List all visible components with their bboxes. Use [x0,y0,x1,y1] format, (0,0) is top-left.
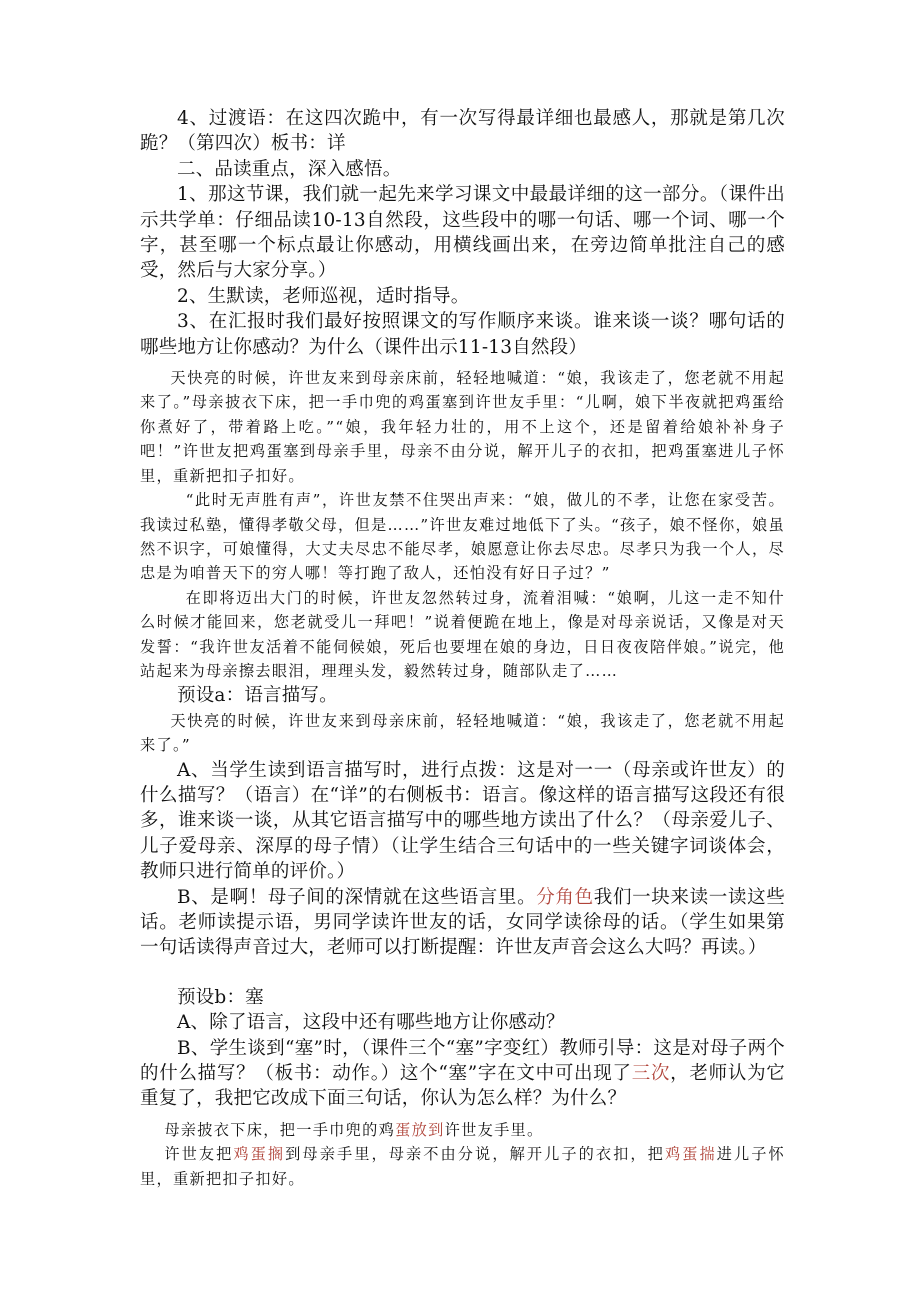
revised-verb-highlight: 鸡蛋揣 [664,1145,717,1164]
preset-b-step-a: A、除了语言，这段中还有哪些地方让你感动？ [177,1012,565,1034]
revised-verb-highlight: 鸡蛋搁 [233,1145,286,1164]
preset-a-quote: 天快亮的时候，许世友来到母亲床前，轻轻地喊道：“娘，我该走了，您老就不用起来了。” [140,711,785,755]
spacer [140,961,785,985]
preset-b-heading: 预设b：塞 [177,986,264,1008]
revised-sentence-2 [140,1142,785,1191]
step-3-paragraph: 3、在汇报时我们最好按照课文的写作顺序来谈。谁来谈一谈？哪句话的哪些地方让你感动？为什么（课件出示11-13自然段） [140,311,785,358]
revised-sentence-2-part-1: 许世友把 [164,1145,234,1164]
lesson-plan-body [140,106,785,1191]
revised-sentence-2-part-3: 进儿子怀里，重新把扣子扣好。 [140,1145,786,1188]
three-times-highlight: 三次 [631,1063,671,1085]
revised-sentence-2-part-2: 到母亲手里，母亲不由分说，解开儿子的衣扣，把 [285,1145,665,1164]
revised-sentence-1 [140,1118,785,1142]
step-b-text-1: B、是啊！母子间的深情就在这些语言里。 [177,886,537,908]
preset-a-step-b [140,885,785,961]
text-quote-paragraph-13: 在即将迈出大门的时候，许世友忽然转过身，流着泪喊：“娘啊，儿这一走不知什么时候才能回来，您老就受儿一拜吧！”说着便跪在地上，像是对母亲说话，又像是对天发誓：“我许世友活着不能伺候娘，死后也要埋在娘的身边，日日夜夜陪伴娘。”说完，他站起来为母亲擦去眼泪，理理头发，毅然转过身，随部队走了…… [140,588,785,680]
step-2-paragraph: 2、生默读，老师巡视，适时指导。 [177,285,470,307]
revised-verb-highlight: 蛋放到 [395,1120,445,1139]
step-b2-text-1: B、学生谈到“塞”时，（课件三个“塞”字变红）教师引导：这是对母子两个的什么描写？（板书：动作。）这个“塞”字在文中可出现了 [140,1037,785,1085]
preset-b-step-b [140,1036,785,1112]
role-reading-highlight: 分角色 [536,886,594,908]
section-heading: 二、品读重点，深入感悟。 [177,158,402,180]
preset-a-step-a: A、当学生读到语言描写时，进行点拨：这是对一一（母亲或许世友）的什么描写？（语言）在“详”的右侧板书：语言。像这样的语言描写这段还有很多，谁来谈一谈，从其它语言描写中的哪些地方读出了什么？（母亲爱儿子、儿子爱母亲、深厚的母子情）（让学生结合三句话中的一些关键字词谈体会，教师只进行简单的评价。） [140,759,785,883]
text-quote-paragraph-11: 天快亮的时候，许世友来到母亲床前，轻轻地喊道：“娘，我该走了，您老就不用起来了。”母亲披衣下床，把一手巾兜的鸡蛋塞到许世友手里：“儿啊，娘下半夜就把鸡蛋给你煮好了，带着路上吃。”“娘，我年轻力壮的，用不上这个，还是留着给娘补补身子吧！”许世友把鸡蛋塞到母亲手里，母亲不由分说，解开儿子的衣扣，把鸡蛋塞进儿子怀里，重新把扣子扣好。 [140,369,785,485]
step-b2-text-2: ，老师认为它重复了，我把它改成下面三句话，你认为怎么样？为什么？ [140,1063,785,1110]
transition-paragraph: 4、过渡语：在这四次跪中，有一次写得最详细也最感人，那就是第几次跪？（第四次）板书：详 [140,108,785,155]
step-1-paragraph: 1、那这节课，我们就一起先来学习课文中最最详细的这一部分。（课件出示共学单：仔细品读10-13自然段，这些段中的哪一句话、哪一个词、哪一个字，甚至哪一个标点最让你感动，用横线画出来，在旁边简单批注自己的感受，然后与大家分享。） [140,184,785,282]
preset-a-heading: 预设a：语言描写。 [177,685,338,707]
revised-sentence-1-part-2: 许世友手里。 [444,1120,544,1139]
revised-sentence-1-part-1: 母亲披衣下床，把一手巾兜的鸡 [164,1120,396,1139]
text-quote-paragraph-12: “此时无声胜有声”，许世友禁不住哭出声来：“娘，做儿的不孝，让您在家受苦。我读过私塾，懂得孝敬父母，但是……”许世友难过地低下了头。“孩子，娘不怪你，娘虽然不识字，可娘懂得，大丈夫尽忠不能尽孝，娘愿意让你去尽忠。尽孝只为我一个人，尽忠是为咱普天下的穷人哪！等打跑了敌人，还怕没有好日子过？” [140,491,785,583]
step-b-text-2: 我们一块来读一读这些话。老师读提示语，男同学读许世友的话，女同学读徐母的话。（学生如果第一句话读得声音过大，老师可以打断提醒：许世友声音会这么大吗？再读。） [140,886,785,959]
